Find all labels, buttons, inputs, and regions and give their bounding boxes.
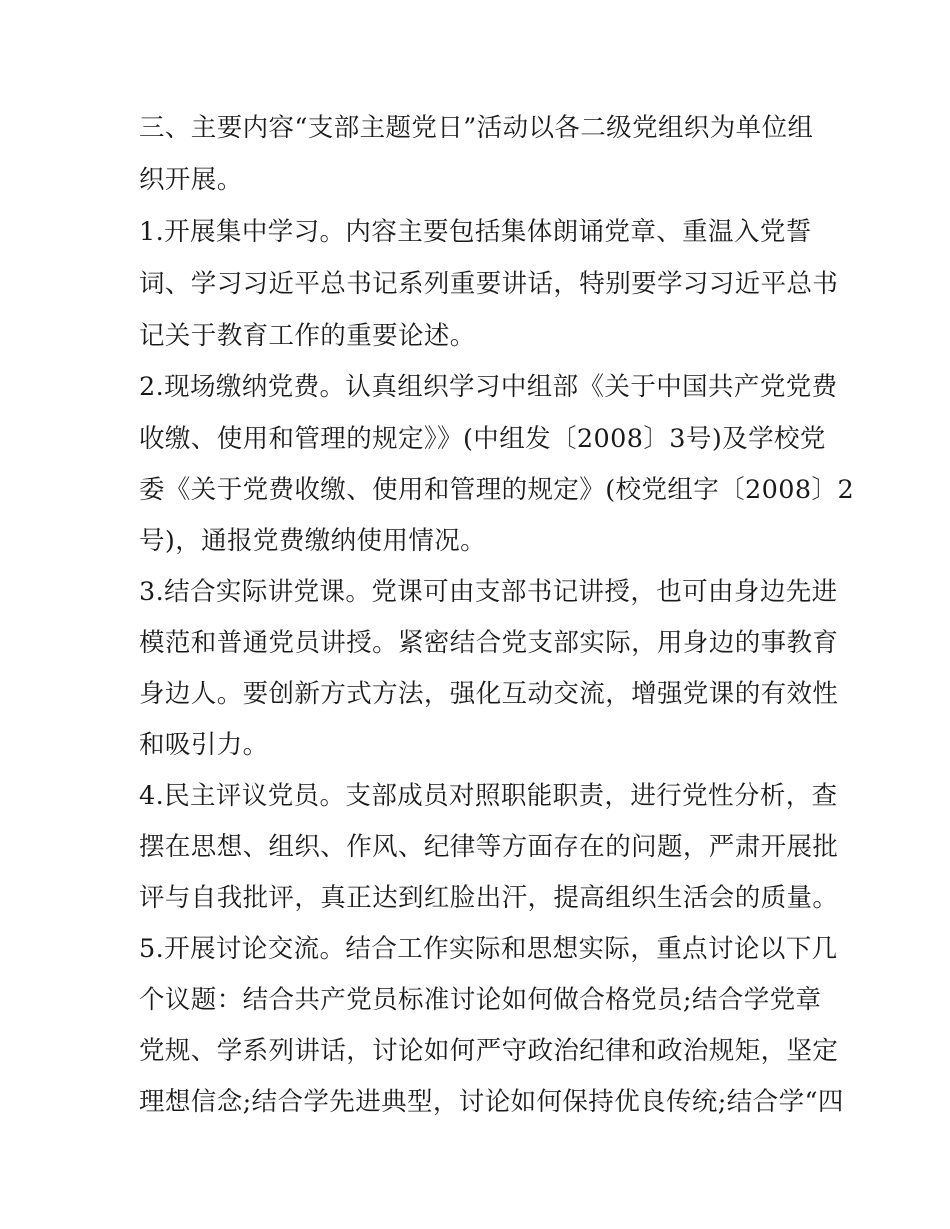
text-line: 织开展。	[139, 165, 243, 195]
text-line: 1.开展集中学习。内容主要包括集体朗诵党章、重温入党誓	[139, 217, 812, 247]
text-line: 收缴、使用和管理的规定》》(中组发〔2008〕3号)及学校党	[139, 424, 826, 454]
text-line: 5.开展讨论交流。结合工作实际和思想实际，重点讨论以下几	[139, 934, 838, 964]
text-line: 和吸引力。	[139, 730, 269, 760]
text-line: 词、学习习近平总书记系列重要讲话，特别要学习习近平总书	[139, 269, 839, 299]
text-line: 党规、学系列讲话，讨论如何严守政治纪律和政治规矩，坚定	[139, 1036, 839, 1066]
text-line: 4.民主评议党员。支部成员对照职能职责，进行党性分析，查	[139, 781, 838, 811]
text-line: 3.结合实际讲党课。党课可由支部书记讲授，也可由身边先进	[139, 577, 838, 607]
text-line: 身边人。要创新方式方法，强化互动交流，增强党课的有效性	[139, 679, 839, 709]
text-line: 模范和普通党员讲授。紧密结合党支部实际，用身边的事教育	[139, 628, 839, 658]
text-line: 三、主要内容“支部主题党日”活动以各二级党组织为单位组	[139, 113, 814, 143]
text-line: 摆在思想、组织、作风、纪律等方面存在的问题，严肃开展批	[139, 832, 839, 862]
text-line: 委《关于党费收缴、使用和管理的规定》(校党组字〔2008〕2	[139, 475, 855, 505]
text-line: 2.现场缴纳党费。认真组织学习中组部《关于中国共产党党费	[139, 372, 838, 402]
text-line: 个议题：结合共产党员标准讨论如何做合格党员;结合学党章	[139, 985, 822, 1015]
text-line: 评与自我批评，真正达到红脸出汗，提高组织生活会的质量。	[139, 883, 839, 913]
text-line: 号)，通报党费缴纳使用情况。	[139, 526, 487, 556]
text-line: 记关于教育工作的重要论述。	[139, 321, 476, 351]
text-line: 理想信念;结合学先进典型，讨论如何保持优良传统;结合学“四	[139, 1087, 844, 1117]
